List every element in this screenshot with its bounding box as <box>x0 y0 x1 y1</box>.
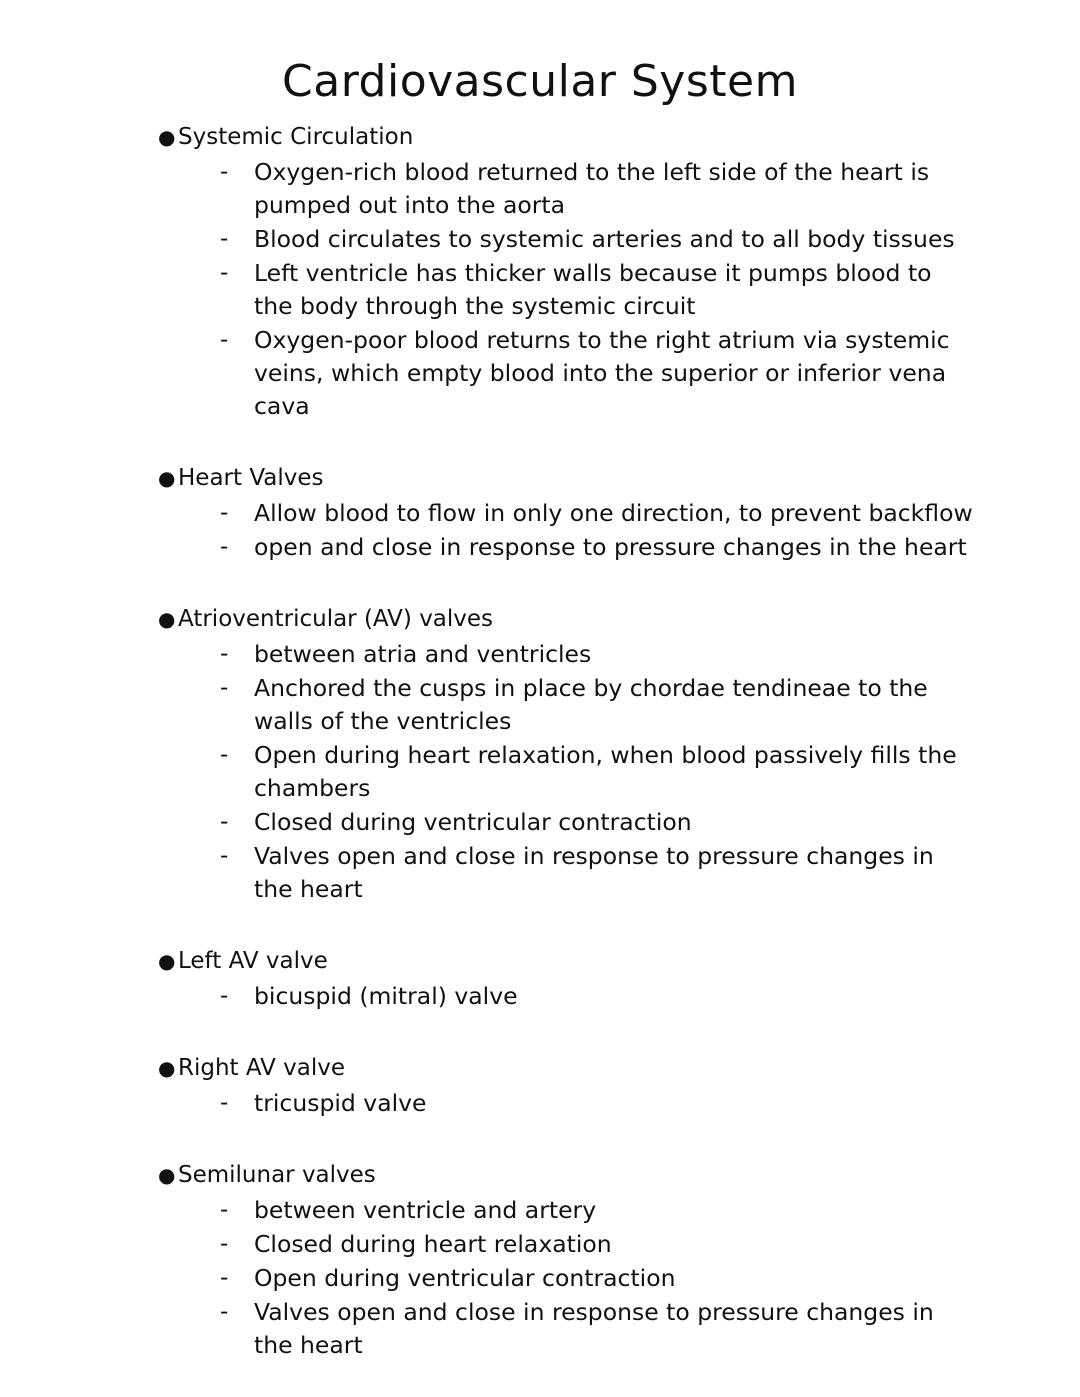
bullet-icon: ● <box>158 1056 176 1081</box>
list-item <box>220 1296 1010 1362</box>
section-systemic-circulation <box>70 120 1010 423</box>
section-items <box>220 638 1010 906</box>
section-left-av-valve <box>70 944 1010 1013</box>
dash-icon: - <box>220 843 229 870</box>
list-item <box>220 531 1010 564</box>
section-items <box>220 1194 1010 1362</box>
list-item-text: tricuspid valve <box>254 1089 427 1118</box>
list-item <box>220 497 1010 530</box>
list-item-text: Closed during ventricular contraction <box>254 808 692 837</box>
dash-icon: - <box>220 1299 229 1326</box>
list-item-text: Blood circulates to systemic arteries and to all body tissues <box>254 225 955 254</box>
list-item-text: Left ventricle has thicker walls because it pumps blood to the body through the systemic circuit <box>254 259 932 321</box>
section-items <box>220 980 1010 1013</box>
dash-icon: - <box>220 1197 229 1224</box>
section-items <box>220 497 1010 564</box>
list-item <box>220 1228 1010 1261</box>
list-item <box>220 840 1010 906</box>
dash-icon: - <box>220 1265 229 1292</box>
bullet-icon: ● <box>158 125 176 150</box>
section-heading-row <box>158 461 1010 495</box>
list-item <box>220 980 1010 1013</box>
dash-icon: - <box>220 159 229 186</box>
section-heading: Systemic Circulation <box>178 124 414 151</box>
list-item <box>220 1262 1010 1295</box>
list-item-text: Open during heart relaxation, when blood passively fills the chambers <box>254 741 957 803</box>
section-heading-row <box>158 1051 1010 1085</box>
dash-icon: - <box>220 641 229 668</box>
list-item <box>220 672 1010 738</box>
section-heading-row <box>158 120 1010 154</box>
list-item-text: Allow blood to flow in only one direction, to prevent backflow <box>254 499 973 528</box>
section-items <box>220 1087 1010 1120</box>
list-item-text: between atria and ventricles <box>254 640 592 669</box>
list-item <box>220 739 1010 805</box>
list-item-text: Closed during heart relaxation <box>254 1230 612 1259</box>
dash-icon: - <box>220 742 229 769</box>
list-item <box>220 806 1010 839</box>
list-item-text: Anchored the cusps in place by chordae tendineae to the walls of the ventricles <box>254 674 928 736</box>
list-item <box>220 257 1010 323</box>
section-heading: Left AV valve <box>178 948 328 975</box>
section-heading: Semilunar valves <box>178 1162 376 1189</box>
list-item <box>220 1087 1010 1120</box>
bullet-icon: ● <box>158 949 176 974</box>
list-item <box>220 324 1010 423</box>
bullet-icon: ● <box>158 607 176 632</box>
bullet-icon: ● <box>158 1163 176 1188</box>
dash-icon: - <box>220 226 229 253</box>
dash-icon: - <box>220 534 229 561</box>
list-item-text: Valves open and close in response to pressure changes in the heart <box>254 842 934 904</box>
dash-icon: - <box>220 983 229 1010</box>
list-item-text: Valves open and close in response to pressure changes in the heart <box>254 1298 934 1360</box>
section-items <box>220 156 1010 423</box>
section-heart-valves <box>70 461 1010 564</box>
dash-icon: - <box>220 260 229 287</box>
section-right-av-valve <box>70 1051 1010 1120</box>
dash-icon: - <box>220 1231 229 1258</box>
dash-icon: - <box>220 1090 229 1117</box>
dash-icon: - <box>220 675 229 702</box>
list-item <box>220 1194 1010 1227</box>
dash-icon: - <box>220 327 229 354</box>
dash-icon: - <box>220 809 229 836</box>
section-heading: Atrioventricular (AV) valves <box>178 606 494 633</box>
section-semilunar-valves <box>70 1158 1010 1362</box>
list-item-text: open and close in response to pressure changes in the heart <box>254 533 967 562</box>
section-heading: Right AV valve <box>178 1055 346 1082</box>
list-item-text: between ventricle and artery <box>254 1196 597 1225</box>
list-item <box>220 223 1010 256</box>
section-heading: Heart Valves <box>178 465 324 492</box>
list-item-text: Oxygen-rich blood returned to the left side of the heart is pumped out into the aorta <box>254 158 930 220</box>
list-item-text: bicuspid (mitral) valve <box>254 982 518 1011</box>
page-title: Cardiovascular System <box>282 56 798 107</box>
section-heading-row <box>158 602 1010 636</box>
list-item-text: Oxygen-poor blood returns to the right atrium via systemic veins, which empty blood into the superior or inferior vena cava <box>254 326 950 421</box>
section-heading-row <box>158 1158 1010 1192</box>
section-heading-row <box>158 944 1010 978</box>
section-av-valves <box>70 602 1010 906</box>
list-item <box>220 156 1010 222</box>
bullet-icon: ● <box>158 466 176 491</box>
list-item-text: Open during ventricular contraction <box>254 1264 676 1293</box>
list-item <box>220 638 1010 671</box>
dash-icon: - <box>220 500 229 527</box>
